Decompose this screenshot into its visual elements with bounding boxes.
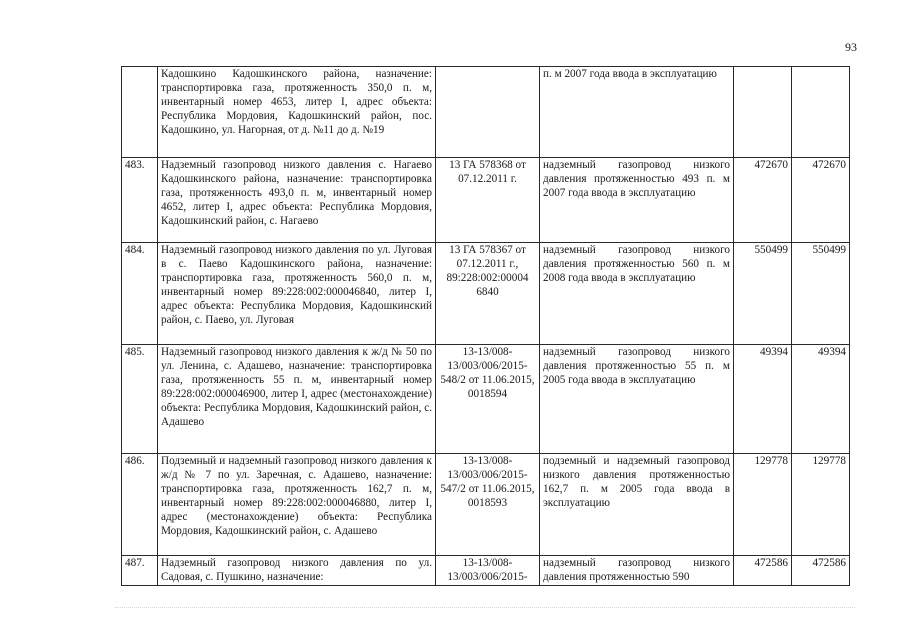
value-2: 550499 (792, 243, 850, 345)
object-name: Надземный газопровод низкого давления к ж/д № 50 по ул. Ленина, с. Адашево, назначение: транспортировка газа, протяженность 55 п. м, инвентарный номер 89:228:002:000046900, литер I, адрес (местонахождение) объекта: Республика Мордовия, Кадошкинский район, с. Адашево (158, 345, 436, 454)
property-registry-table (121, 66, 850, 586)
registration-document: 13-13/008-13/003/006/2015-547/2 от 11.06.2015, 0018593 (436, 454, 540, 556)
registration-document: 13 ГА 578367 от 07.12.2011 г., 89:228:002:00004 6840 (436, 243, 540, 345)
table-row (122, 243, 850, 345)
object-name: Кадошкино Кадошкинского района, назначение: транспортировка газа, протяженность 350,0 п. м, инвентарный номер 4653, литер I, адрес объекта: Республика Мордовия, Кадошкинский район, пос. Кадошкино, ул. Нагорная, от д. №11 до д. №19 (158, 67, 436, 158)
object-name: Надземный газопровод низкого давления по ул. Луговая в с. Паево Кадошкинского района, назначение: транспортировка газа, протяженность 560,0 п. м, инвентарный номер 89:228:002:000046840, литер I, адрес объекта: Республика Мордовия, Кадошкинский район, с. Паево, ул. Луговая (158, 243, 436, 345)
row-number: 483. (122, 158, 158, 243)
value-1: 49394 (734, 345, 792, 454)
object-description: п. м 2007 года ввода в эксплуатацию (540, 67, 734, 158)
table-row (122, 556, 850, 586)
value-2 (792, 67, 850, 158)
registration-document: 13-13/008-13/003/006/2015-548/2 от 11.06.2015, 0018594 (436, 345, 540, 454)
value-1 (734, 67, 792, 158)
value-1: 129778 (734, 454, 792, 556)
value-1: 472586 (734, 556, 792, 586)
page-number: 93 (845, 40, 857, 54)
row-number: 484. (122, 243, 158, 345)
row-number: 486. (122, 454, 158, 556)
value-2: 472586 (792, 556, 850, 586)
registration-document: 13 ГА 578368 от 07.12.2011 г. (436, 158, 540, 243)
row-number (122, 67, 158, 158)
object-description: надземный газопровод низкого давления протяженностью 55 п. м 2005 года ввода в эксплуатацию (540, 345, 734, 454)
table-row (122, 67, 850, 158)
value-2: 472670 (792, 158, 850, 243)
object-description: надземный газопровод низкого давления протяженностью 590 (540, 556, 734, 586)
object-description: надземный газопровод низкого давления протяженностью 493 п. м 2007 года ввода в эксплуатацию (540, 158, 734, 243)
object-description: подземный и надземный газопровод низкого давления протяженностью 162,7 п. м 2005 года ввода в эксплуатацию (540, 454, 734, 556)
value-2: 49394 (792, 345, 850, 454)
value-2: 129778 (792, 454, 850, 556)
row-number: 487. (122, 556, 158, 586)
object-description: надземный газопровод низкого давления протяженностью 560 п. м 2008 года ввода в эксплуатацию (540, 243, 734, 345)
object-name: Надземный газопровод низкого давления по ул. Садовая, с. Пушкино, назначение: (158, 556, 436, 586)
scan-artifact-line (115, 607, 855, 616)
table-row (122, 454, 850, 556)
value-1: 472670 (734, 158, 792, 243)
object-name: Подземный и надземный газопровод низкого давления к ж/д № 7 по ул. Заречная, с. Адашево, назначение: транспортировка газа, протяженность 162,7 п. м, инвентарный номер 89:228:002:000046880, литер I, адрес (местонахождение) объекта: Республика Мордовия, Кадошкинский район, с. Адашево (158, 454, 436, 556)
row-number: 485. (122, 345, 158, 454)
registration-document (436, 67, 540, 158)
table-row (122, 158, 850, 243)
value-1: 550499 (734, 243, 792, 345)
table-row (122, 345, 850, 454)
object-name: Надземный газопровод низкого давления с. Нагаево Кадошкинского района, назначение: транспортировка газа, протяженность 493,0 п. м, инвентарный номер 4652, литер I, адрес объекта: Республика Мордовия, Кадошкинский район, с. Нагаево (158, 158, 436, 243)
registration-document: 13-13/008-13/003/006/2015- (436, 556, 540, 586)
